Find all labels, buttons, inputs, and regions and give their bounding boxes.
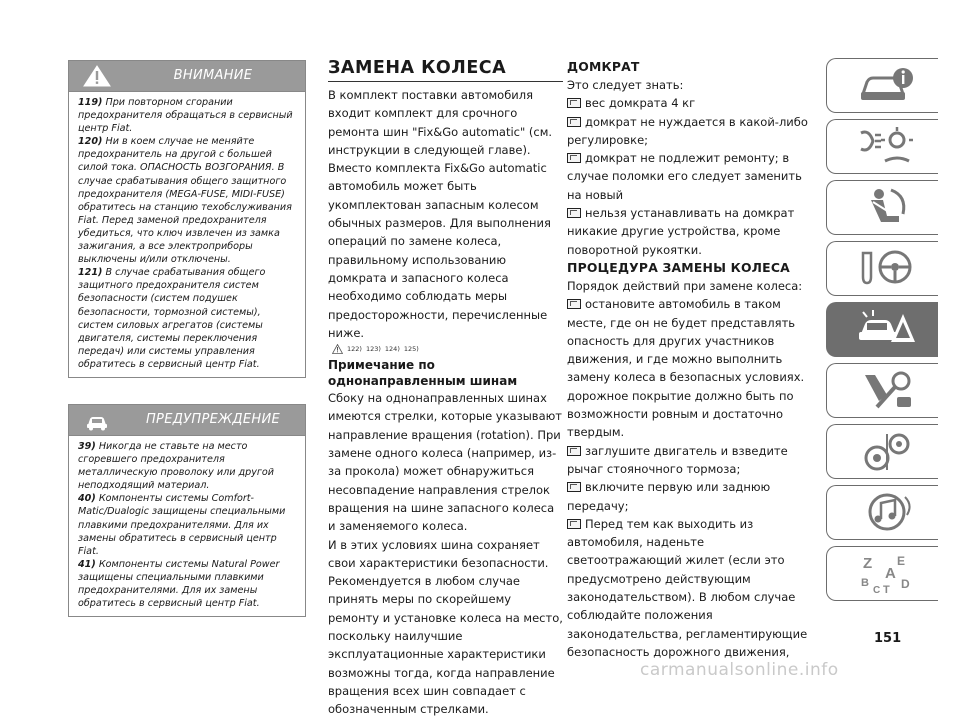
directional-tyres-paragraph-2: И в этих условиях шина сохраняет свои характеристики безопасности. Рекомендуется в любом случае принять меры по скорейшему ремонту и установке колеса на место, поскольку наилучшие эксплуатационные характеристики возможны тогда, когда направление вращения всех шин совпадает с обозначенным стрелками. bbox=[328, 537, 563, 717]
directional-tyres-paragraph-1: Сбоку на однонаправленных шинах имеются стрелки, которые указывают направление вращения (rotation). При замене одного колеса (например, из-за прокола) может обнаружиться несовпадение направления стрелок вращения на шине запасного колеса и заменяемого колеса. bbox=[328, 391, 563, 534]
ref-124[interactable]: 124) bbox=[384, 345, 400, 354]
note-41: 41) Компоненты системы Natural Power защищены специальными плавкими предохранителями. Для их замены обратитесь в сервисный центр Fiat. bbox=[78, 558, 280, 610]
tab-emergency[interactable] bbox=[826, 302, 938, 357]
procedure-item: остановите автомобиль в таком месте, где он не будет представлять опасность для других участников движения, и где можно выполнить замену колеса в безопасных условиях. дорожное покрытие должно быть по возможности ровным и достаточно твердым. bbox=[567, 297, 805, 440]
index-alphabet-icon bbox=[857, 552, 917, 595]
tab-seat-safety[interactable] bbox=[826, 180, 938, 235]
bullet-icon bbox=[567, 117, 581, 127]
chapter-tabs bbox=[826, 58, 938, 607]
tab-index[interactable] bbox=[826, 546, 938, 601]
intro-paragraph: В комплект поставки автомобиля входит комплект для срочного ремонта шин "Fix&Go automatic" (см. инструкции в следующей главе). Вместо комплекта Fix&Go automatic автомобиль может быть укомплектован запасным колесом обычных размеров. Для выполнения операций по замене колеса, правильному использованию домкрата и запасного колеса необходимо соблюдать меры предосторожности, перечисленные ниже. bbox=[328, 88, 553, 340]
bullet-icon bbox=[567, 446, 581, 456]
jack-item: вес домкрата 4 кг bbox=[567, 94, 819, 112]
section-title-jack: ДОМКРАТ bbox=[567, 59, 640, 74]
caution-box bbox=[68, 404, 306, 617]
tab-car-info[interactable] bbox=[826, 58, 938, 113]
note-40: 40) Компоненты системы Comfort-Matic/Dualogic защищены специальными плавкими предохранителями. Для их замены обратитесь в сервисный центр Fiat. bbox=[78, 493, 286, 557]
warning-box bbox=[68, 60, 306, 378]
car-info-icon bbox=[857, 64, 917, 107]
page-number: 151 bbox=[874, 631, 902, 646]
right-column bbox=[567, 58, 819, 661]
procedure-item: включите первую или заднюю передачу; bbox=[567, 480, 771, 513]
tab-dashboard-lights[interactable] bbox=[826, 119, 938, 174]
bullet-icon bbox=[567, 98, 581, 108]
seat-safety-icon bbox=[857, 186, 917, 229]
multimedia-icon bbox=[857, 491, 917, 534]
ref-123[interactable]: 123) bbox=[365, 345, 381, 354]
section-title-wheel-change-procedure: ПРОЦЕДУРА ЗАМЕНЫ КОЛЕСА bbox=[567, 259, 790, 275]
index-letter: Z bbox=[863, 555, 873, 572]
warning-box-title: ВНИМАНИЕ bbox=[173, 68, 253, 83]
small-warning-icon bbox=[332, 344, 343, 354]
bullet-icon bbox=[567, 482, 581, 492]
tab-technical-data[interactable] bbox=[826, 424, 938, 479]
index-letter: A bbox=[885, 565, 896, 582]
warning-triangle-icon bbox=[83, 65, 111, 87]
index-letter: C bbox=[873, 585, 881, 595]
jack-intro: Это следует знать: bbox=[567, 78, 684, 92]
bullet-icon bbox=[567, 519, 581, 529]
tab-multimedia[interactable] bbox=[826, 485, 938, 540]
caution-box-title: ПРЕДУПРЕЖДЕНИЕ bbox=[145, 412, 281, 427]
caution-box-body bbox=[69, 436, 305, 616]
ref-125[interactable]: 125) bbox=[403, 345, 419, 354]
jack-item: нельзя устанавливать на домкрат никакие другие устройства, кроме поворотной рукоятки. bbox=[567, 206, 795, 257]
emergency-breakdown-icon bbox=[857, 308, 917, 351]
watermark-text: carmanualsonline.info bbox=[640, 660, 839, 680]
note-119: 119) При повторном сгорании предохранителя обращаться в сервисный центр Fiat. bbox=[78, 97, 293, 135]
warning-refs bbox=[332, 342, 563, 356]
note-39: 39) Никогда не ставьте на место сгоревшего предохранителя металлическую проволоку или другой неподходящий материал. bbox=[78, 441, 275, 492]
maintenance-tools-icon bbox=[857, 369, 917, 412]
caution-car-icon bbox=[83, 409, 111, 431]
index-letter: D bbox=[901, 577, 910, 591]
note-121: 121) В случае срабатывания общего защитного предохранителя систем безопасности (систем подушек безопасности, тормозной системы), систем силовых агрегатов (системы двигателя, системы переключения передач) или системы управления обратитесь в сервисный центр Fiat. bbox=[78, 267, 266, 370]
warning-box-header bbox=[69, 61, 305, 92]
jack-item: домкрат не подлежит ремонту; в случае поломки его следует заменить на новый bbox=[567, 151, 802, 202]
index-letter: E bbox=[897, 554, 906, 568]
section-title-wheel-change: ЗАМЕНА КОЛЕСА bbox=[328, 58, 563, 82]
caution-box-header bbox=[69, 405, 305, 436]
subtitle-directional-tyres: Примечание по однонаправленным шинам bbox=[328, 358, 518, 389]
index-letter: T bbox=[883, 584, 890, 595]
ref-122[interactable]: 122) bbox=[347, 345, 362, 354]
warning-box-body bbox=[69, 92, 305, 377]
dashboard-lights-icon bbox=[857, 125, 917, 168]
tab-maintenance[interactable] bbox=[826, 363, 938, 418]
procedure-intro: Порядок действий при замене колеса: bbox=[567, 278, 803, 293]
technical-data-icon bbox=[857, 430, 917, 473]
tab-starting-driving[interactable] bbox=[826, 241, 938, 296]
bullet-icon bbox=[567, 153, 581, 163]
note-120: 120) Ни в коем случае не меняйте предохранитель на другой с большей силой тока. ОПАСНОСТЬ ВОЗГОРАНИЯ. В случае срабатывания общего защитного предохранителя (MEGA-FUSE, MIDI-FUSE) обратитесь на станцию техобслуживания Fiat. Перед заменой предохранителя убедиться, что ключ извлечен из замка зажигания, а все электроприборы выключены и/или отключены. bbox=[78, 136, 292, 266]
index-letter: B bbox=[861, 577, 869, 589]
middle-column bbox=[328, 58, 563, 719]
jack-item: домкрат не нуждается в какой-либо регулировке; bbox=[567, 114, 808, 147]
procedure-item: заглушите двигатель и взведите рычаг стояночного тормоза; bbox=[567, 443, 788, 476]
starting-driving-icon bbox=[857, 247, 917, 290]
bullet-icon bbox=[567, 299, 581, 309]
bullet-icon bbox=[567, 208, 581, 218]
procedure-item: Перед тем как выходить из автомобиля, наденьте светоотражающий жилет (если это предусмотрено действующим законодательством). В любом случае соблюдайте положения законодательства, регламентирующие безопасность дорожного движения, bbox=[567, 516, 808, 659]
